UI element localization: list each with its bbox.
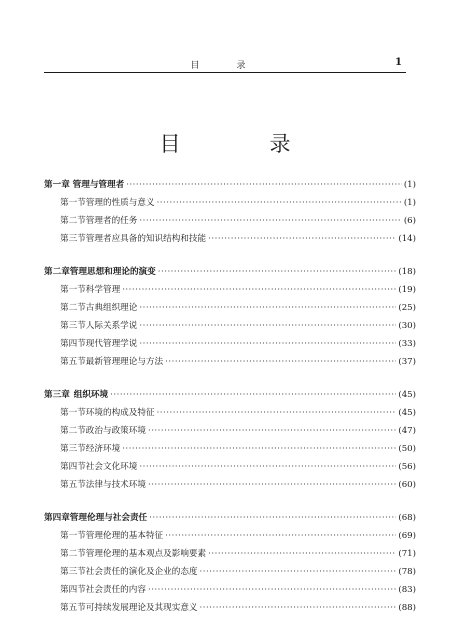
toc-chapter xyxy=(44,388,416,496)
toc-section-entry-title: 最新管理理论与方法 xyxy=(85,357,164,367)
toc-section-entry[interactable] xyxy=(44,583,416,601)
toc-section-entry[interactable] xyxy=(44,406,416,424)
toc-section-entry-title: 环境的构成及特征 xyxy=(85,408,155,418)
toc-section-entry[interactable] xyxy=(44,529,416,547)
toc-section-entry-page: (45) xyxy=(398,408,416,418)
toc-section-entry-number: 第四节 xyxy=(60,462,86,472)
toc-section-entry-page: (37) xyxy=(398,357,416,367)
toc-chapter xyxy=(44,265,416,373)
table-of-contents xyxy=(44,178,416,634)
toc-section-entry-number: 第三节 xyxy=(60,321,86,331)
toc-section-entry-title: 经济环境 xyxy=(85,444,121,454)
toc-chapter xyxy=(44,178,416,250)
toc-section-entry-number: 第一节 xyxy=(60,285,86,295)
toc-section-entry[interactable] xyxy=(44,565,416,583)
toc-section-entry[interactable] xyxy=(44,460,416,478)
toc-section-entry-page: (78) xyxy=(398,567,416,577)
toc-section-entry-number: 第二节 xyxy=(60,549,86,559)
toc-chapter-entry-page: (45) xyxy=(398,390,416,400)
toc-section-entry-title: 现代管理学说 xyxy=(85,339,138,349)
toc-section-entry-title: 可持续发展理论及其现实意义 xyxy=(85,603,198,613)
toc-chapter-entry-title: 管理伦理与社会责任 xyxy=(69,513,148,523)
toc-section-entry[interactable] xyxy=(44,478,416,496)
toc-section-entry[interactable] xyxy=(44,283,416,301)
toc-section-entry-title: 人际关系学说 xyxy=(85,321,138,331)
dot-leader xyxy=(139,303,396,313)
toc-section-entry-title: 社会责任的内容 xyxy=(85,585,146,595)
dot-leader xyxy=(149,513,396,523)
dot-leader xyxy=(148,426,396,436)
toc-section-entry-page: (50) xyxy=(398,444,416,454)
toc-section-entry-title: 古典组织理论 xyxy=(85,303,138,313)
toc-section-entry[interactable] xyxy=(44,442,416,460)
toc-chapter-entry-page: (18) xyxy=(398,267,416,277)
toc-chapter-entry[interactable] xyxy=(44,178,416,196)
toc-section-entry-number: 第二节 xyxy=(60,216,86,226)
toc-section-entry-page: (25) xyxy=(398,303,416,313)
toc-section-entry[interactable] xyxy=(44,319,416,337)
toc-section-entry[interactable] xyxy=(44,601,416,619)
toc-section-entry-page: (71) xyxy=(398,549,416,559)
dot-leader xyxy=(158,267,397,277)
dot-leader xyxy=(110,390,396,400)
toc-section-entry-title: 管理的性质与意义 xyxy=(85,198,155,208)
toc-section-entry-title: 管理伦理的基本特征 xyxy=(85,531,164,541)
toc-section-entry-title: 科学管理 xyxy=(85,285,121,295)
toc-section-entry[interactable] xyxy=(44,196,416,214)
toc-chapter-entry-title: 管理与管理者 xyxy=(72,180,125,190)
dot-leader xyxy=(126,180,402,190)
page-number: 1 xyxy=(395,57,402,68)
toc-section-entry[interactable] xyxy=(44,547,416,565)
toc-chapter-entry-number: 第三章 xyxy=(44,390,70,400)
toc-section-entry-number: 第三节 xyxy=(60,444,86,454)
dot-leader xyxy=(208,234,396,244)
toc-section-entry-title: 社会文化环境 xyxy=(85,462,138,472)
toc-section-entry-number: 第二节 xyxy=(60,303,86,313)
toc-chapter-entry[interactable] xyxy=(44,511,416,529)
toc-section-entry-number: 第一节 xyxy=(60,198,86,208)
toc-chapter-entry-number: 第二章 xyxy=(44,267,70,277)
toc-section-entry-number: 第一节 xyxy=(60,408,86,418)
toc-section-entry-number: 第三节 xyxy=(60,234,86,244)
dot-leader xyxy=(139,216,401,226)
toc-section-entry[interactable] xyxy=(44,355,416,373)
toc-section-entry-number: 第一节 xyxy=(60,531,86,541)
toc-section-entry-page: (69) xyxy=(398,531,416,541)
toc-section-entry[interactable] xyxy=(44,232,416,250)
dot-leader xyxy=(122,285,396,295)
toc-section-entry-page: (56) xyxy=(398,462,416,472)
toc-section-entry-page: (6) xyxy=(403,216,416,226)
dot-leader xyxy=(157,198,402,208)
toc-chapter-entry-title: 管理思想和理论的演变 xyxy=(69,267,156,277)
toc-section-entry-number: 第五节 xyxy=(60,480,86,490)
dot-leader xyxy=(139,462,396,472)
dot-leader xyxy=(200,567,397,577)
toc-chapter xyxy=(44,511,416,619)
toc-section-entry-title: 政治与政策环境 xyxy=(85,426,146,436)
toc-section-entry-page: (14) xyxy=(398,234,416,244)
toc-section-entry-number: 第四节 xyxy=(60,339,86,349)
toc-section-entry-number: 第五节 xyxy=(60,603,86,613)
toc-chapter-entry-number: 第一章 xyxy=(44,180,70,190)
toc-section-entry-number: 第三节 xyxy=(60,567,86,577)
dot-leader xyxy=(165,531,396,541)
toc-section-entry-page: (33) xyxy=(398,339,416,349)
dot-leader xyxy=(148,585,396,595)
toc-chapter-entry[interactable] xyxy=(44,388,416,406)
running-header xyxy=(44,58,406,73)
dot-leader xyxy=(200,603,397,613)
toc-section-entry-title: 法律与技术环境 xyxy=(85,480,146,490)
toc-section-entry-page: (1) xyxy=(403,198,416,208)
toc-section-entry-title: 管理者的任务 xyxy=(85,216,138,226)
toc-section-entry-page: (88) xyxy=(398,603,416,613)
toc-chapter-entry-number: 第四章 xyxy=(44,513,70,523)
toc-chapter-entry-page: (1) xyxy=(403,180,416,190)
toc-section-entry-title: 管理者应具备的知识结构和技能 xyxy=(85,234,207,244)
toc-section-entry-page: (47) xyxy=(398,426,416,436)
toc-section-entry-page: (83) xyxy=(398,585,416,595)
toc-chapter-entry[interactable] xyxy=(44,265,416,283)
toc-section-entry-page: (60) xyxy=(398,480,416,490)
toc-section-entry-number: 第二节 xyxy=(60,426,86,436)
toc-section-entry[interactable] xyxy=(44,424,416,442)
toc-section-entry[interactable] xyxy=(44,301,416,319)
toc-chapter-entry-page: (68) xyxy=(398,513,416,523)
dot-leader xyxy=(148,480,396,490)
dot-leader xyxy=(122,444,396,454)
toc-section-entry-number: 第五节 xyxy=(60,357,86,367)
running-header-title: 目 录 xyxy=(190,61,260,71)
dot-leader xyxy=(139,339,396,349)
toc-section-entry-title: 社会责任的演化及企业的态度 xyxy=(85,567,198,577)
toc-title: 目 录 xyxy=(159,132,325,156)
toc-section-entry-page: (19) xyxy=(398,285,416,295)
dot-leader xyxy=(208,549,396,559)
dot-leader xyxy=(165,357,396,367)
toc-section-entry-title: 管理伦理的基本观点及影响要素 xyxy=(85,549,207,559)
dot-leader xyxy=(139,321,396,331)
toc-section-entry[interactable] xyxy=(44,214,416,232)
dot-leader xyxy=(157,408,397,418)
toc-chapter-entry-title: 组织环境 xyxy=(73,390,109,400)
toc-section-entry-number: 第四节 xyxy=(60,585,86,595)
toc-section-entry[interactable] xyxy=(44,337,416,355)
toc-section-entry-page: (30) xyxy=(398,321,416,331)
